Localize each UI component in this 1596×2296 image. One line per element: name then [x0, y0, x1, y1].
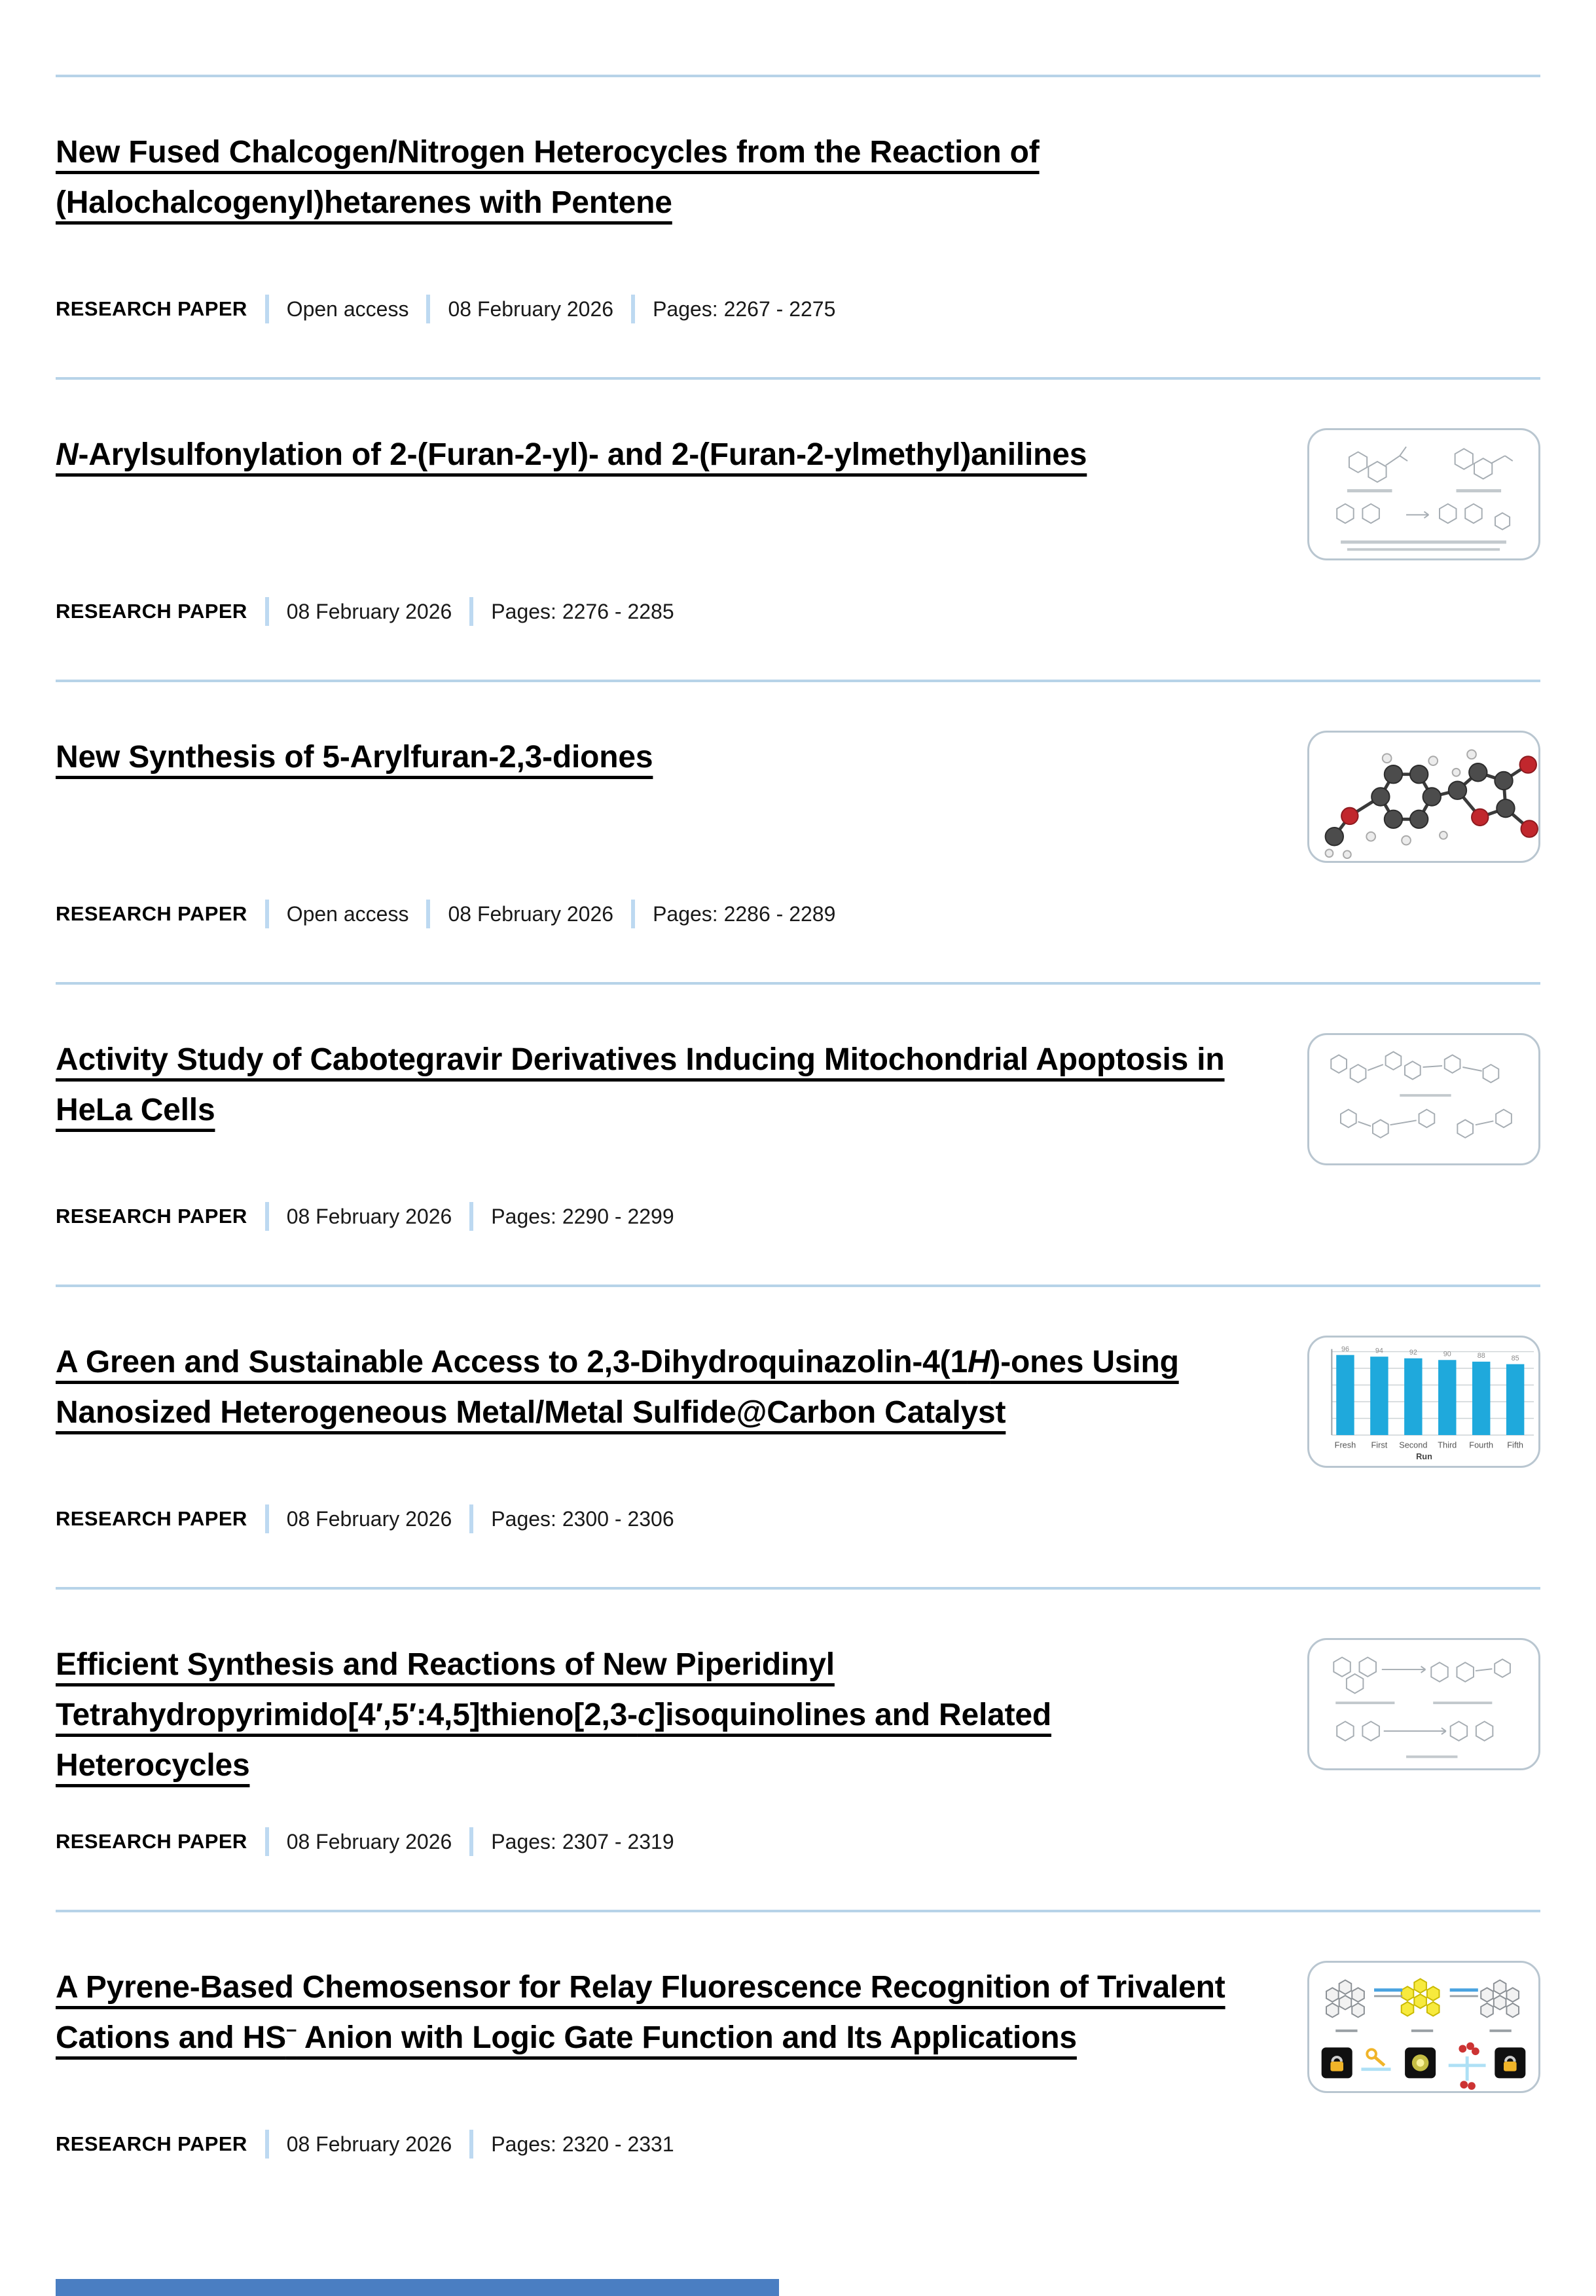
meta-separator: [469, 1827, 473, 1856]
article-thumbnail[interactable]: [1307, 428, 1540, 560]
svg-text:Fourth: Fourth: [1469, 1440, 1494, 1450]
article-type-label: RESEARCH PAPER: [56, 1507, 247, 1530]
svg-text:85: 85: [1511, 1354, 1519, 1362]
article-item: [56, 680, 1540, 982]
article-type-label: RESEARCH PAPER: [56, 902, 247, 925]
article-meta: [56, 597, 1268, 626]
article-item: [56, 982, 1540, 1285]
molecule-3d-graphic: [1309, 733, 1538, 861]
pages-range: Pages: 2276 - 2285: [491, 599, 674, 623]
svg-text:94: 94: [1375, 1347, 1383, 1355]
article-type-label: RESEARCH PAPER: [56, 297, 247, 320]
article-title-link[interactable]: [56, 1042, 1225, 1127]
chem-scheme-graphic: [1309, 430, 1538, 558]
open-access-label: Open access: [286, 902, 409, 926]
title-segment: A Green and Sustainable Access to 2,3-Dihydroquinazolin-4(1: [56, 1345, 968, 1379]
article-title: [56, 1962, 1247, 2063]
svg-text:First: First: [1371, 1440, 1388, 1450]
publication-date: 08 February 2026: [448, 297, 614, 321]
pages-range: Pages: 2307 - 2319: [491, 1829, 674, 1853]
article-meta: [56, 1504, 1268, 1533]
pages-range: Pages: 2267 - 2275: [653, 297, 836, 321]
article-thumbnail[interactable]: [1307, 1033, 1540, 1165]
pages-range: Pages: 2286 - 2289: [653, 902, 836, 926]
publication-date: 08 February 2026: [286, 2132, 452, 2156]
article-title-link[interactable]: [56, 437, 1087, 472]
publication-date: 08 February 2026: [448, 902, 614, 926]
title-segment: c: [637, 1698, 655, 1732]
article-title-link[interactable]: [56, 1345, 1179, 1430]
title-segment: −: [285, 2020, 297, 2041]
article-item: [56, 75, 1540, 377]
article-type-label: RESEARCH PAPER: [56, 2132, 247, 2155]
title-segment: )-ones Using Nanosized Heterogeneous Metal/Metal Sulfide@Carbon Catalyst: [56, 1345, 1179, 1430]
article-item: [56, 1587, 1540, 1910]
title-segment: H: [967, 1345, 990, 1379]
bar-chart-graphic: [1309, 1338, 1538, 1466]
title-segment: Efficient Synthesis and Reactions of New Piperidinyl Tetrahydropyrimido[4′,5′:4,5]thieno[2,3-: [56, 1647, 835, 1732]
svg-text:96: 96: [1341, 1345, 1349, 1353]
svg-text:Third: Third: [1438, 1440, 1457, 1450]
meta-separator: [469, 1504, 473, 1533]
svg-text:Second: Second: [1399, 1440, 1428, 1450]
svg-text:Fresh: Fresh: [1334, 1440, 1356, 1450]
meta-separator: [265, 295, 269, 323]
article-item: [56, 377, 1540, 680]
meta-separator: [469, 597, 473, 626]
open-access-label: Open access: [286, 297, 409, 321]
article-title: [56, 127, 1247, 228]
meta-separator: [469, 1202, 473, 1231]
footer-bar: [56, 2279, 779, 2296]
chem-scheme-graphic: [1309, 1640, 1538, 1768]
meta-separator: [265, 1504, 269, 1533]
title-segment: New Fused Chalcogen/Nitrogen Heterocycles from the Reaction of (Halochalcogenyl)hetarenes with Pentene: [56, 135, 1040, 220]
meta-separator: [631, 900, 635, 928]
article-title-link[interactable]: [56, 740, 653, 774]
article-meta: [56, 1827, 1268, 1856]
title-segment: -Arylsulfonylation of 2-(Furan-2-yl)- and 2-(Furan-2-ylmethyl)anilines: [78, 437, 1087, 472]
title-segment: Activity Study of Cabotegravir Derivatives Inducing Mitochondrial Apoptosis in HeLa Cells: [56, 1042, 1225, 1127]
article-meta: [56, 295, 1540, 323]
meta-separator: [469, 2130, 473, 2159]
pages-range: Pages: 2300 - 2306: [491, 1506, 674, 1531]
meta-separator: [265, 900, 269, 928]
meta-separator: [265, 1827, 269, 1856]
article-type-label: RESEARCH PAPER: [56, 1205, 247, 1228]
article-thumbnail[interactable]: [1307, 1638, 1540, 1770]
svg-text:Run: Run: [1416, 1451, 1432, 1462]
meta-separator: [426, 900, 430, 928]
article-title: [56, 1639, 1247, 1791]
svg-text:90: 90: [1443, 1350, 1451, 1358]
article-title: [56, 1337, 1247, 1438]
article-type-label: RESEARCH PAPER: [56, 600, 247, 623]
article-item: [56, 1285, 1540, 1587]
article-meta: [56, 2130, 1268, 2159]
article-title-link[interactable]: [56, 1647, 1051, 1783]
article-title-link[interactable]: [56, 1970, 1225, 2055]
publication-date: 08 February 2026: [286, 599, 452, 623]
svg-text:88: 88: [1477, 1351, 1485, 1360]
svg-text:Fifth: Fifth: [1507, 1440, 1524, 1450]
article-meta: [56, 1202, 1268, 1231]
pages-range: Pages: 2320 - 2331: [491, 2132, 674, 2156]
article-thumbnail[interactable]: [1307, 1961, 1540, 2093]
article-item: [56, 1910, 1540, 2212]
publication-date: 08 February 2026: [286, 1506, 452, 1531]
article-thumbnail[interactable]: [1307, 731, 1540, 863]
svg-text:92: 92: [1409, 1348, 1417, 1357]
meta-separator: [265, 1202, 269, 1231]
publication-date: 08 February 2026: [286, 1204, 452, 1228]
meta-separator: [265, 2130, 269, 2159]
article-thumbnail[interactable]: [1307, 1336, 1540, 1468]
title-segment: A Pyrene-Based Chemosensor for Relay Fluorescence Recognition of Trivalent Cations and HS: [56, 1970, 1225, 2055]
logic-gate-graphic: [1309, 1963, 1538, 2091]
pages-range: Pages: 2290 - 2299: [491, 1204, 674, 1228]
article-title: [56, 1034, 1247, 1135]
chem-scheme-graphic: [1309, 1035, 1538, 1163]
meta-separator: [265, 597, 269, 626]
title-segment: N: [56, 437, 79, 472]
article-title-link[interactable]: [56, 135, 1040, 220]
article-meta: [56, 900, 1268, 928]
meta-separator: [631, 295, 635, 323]
title-segment: Anion with Logic Gate Function and Its Applications: [297, 2020, 1077, 2055]
title-segment: New Synthesis of 5-Arylfuran-2,3-diones: [56, 740, 653, 774]
article-title: [56, 732, 1247, 782]
title-segment: ]isoquinolines and Related Heterocycles: [56, 1698, 1051, 1783]
publication-date: 08 February 2026: [286, 1829, 452, 1853]
article-title: [56, 429, 1247, 480]
meta-separator: [426, 295, 430, 323]
article-type-label: RESEARCH PAPER: [56, 1830, 247, 1853]
